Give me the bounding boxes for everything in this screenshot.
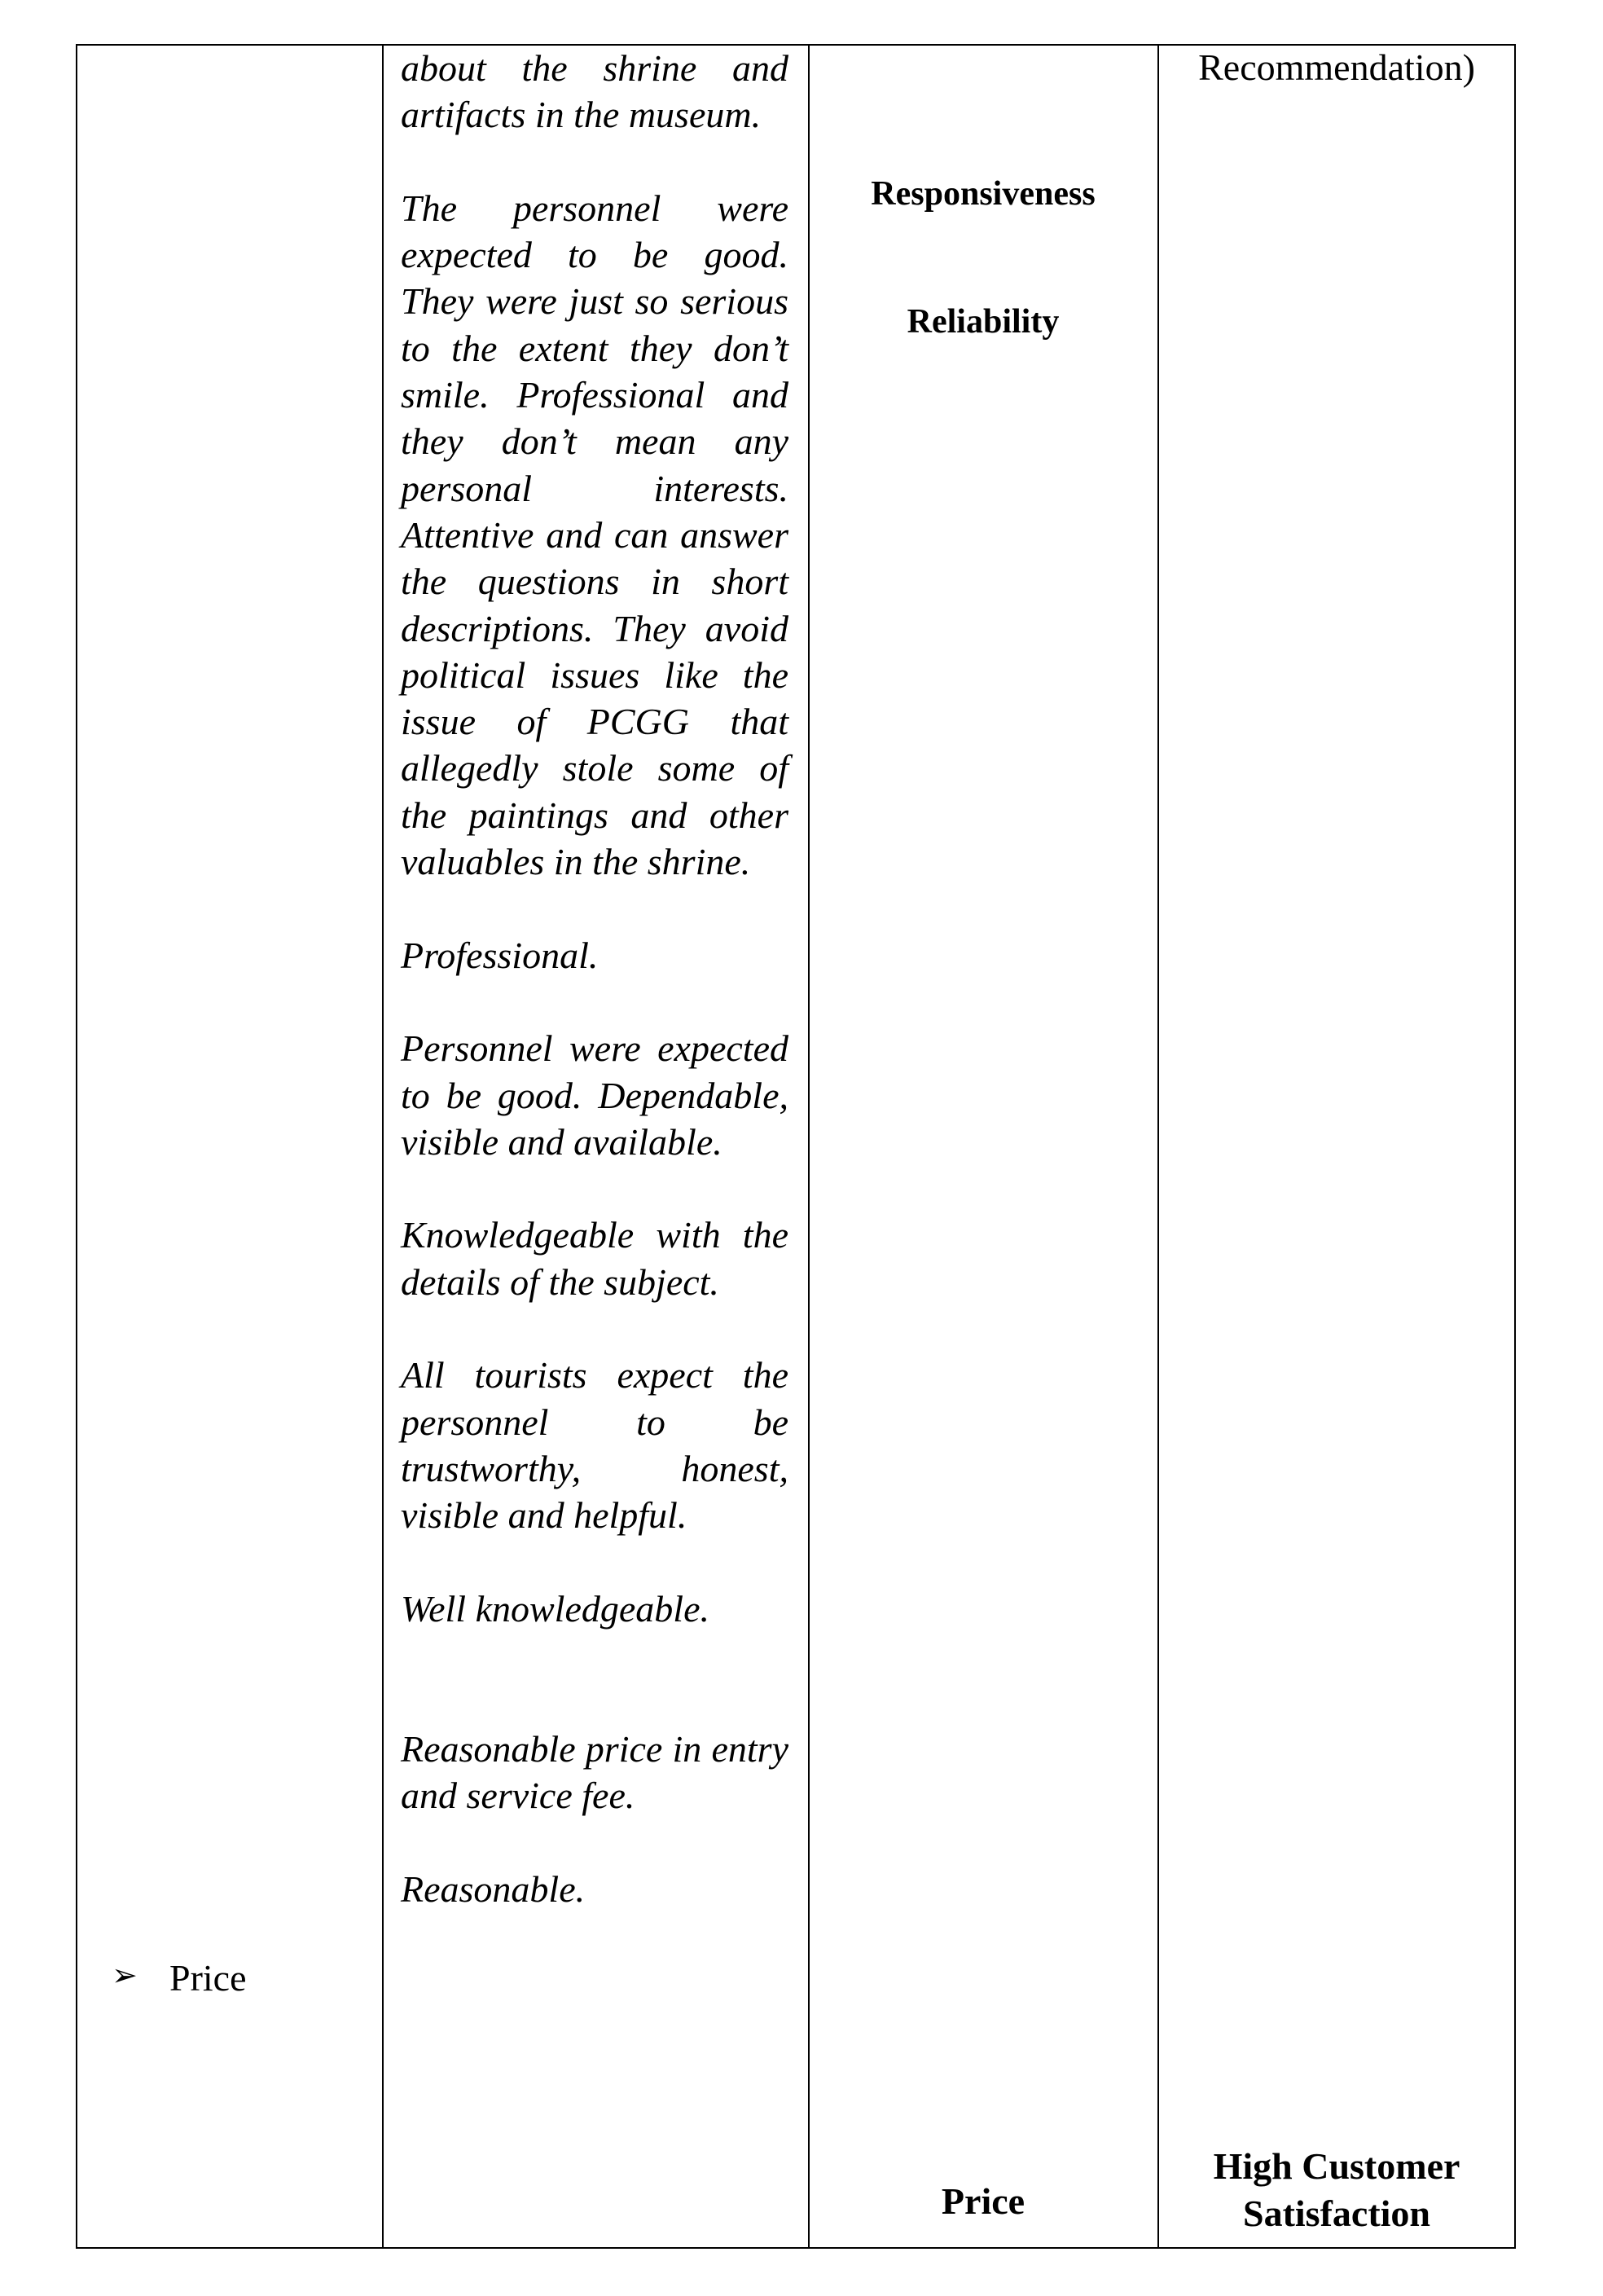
expectations-column bbox=[401, 45, 788, 1959]
price-item: Price bbox=[169, 1957, 247, 1999]
recommendation-text: Recommendation) bbox=[1198, 46, 1475, 88]
price-label: Price bbox=[941, 2180, 1025, 2222]
column-divider bbox=[1157, 44, 1159, 2249]
paragraph: Reasonable. bbox=[401, 1867, 586, 1910]
arrow-bullet-icon: ➢ bbox=[112, 1959, 138, 1993]
column-divider bbox=[808, 44, 810, 2249]
paragraph: about the shrine and artifacts in the museum. bbox=[401, 47, 788, 136]
paragraph: Knowledgeable with the details of the subject. bbox=[401, 1214, 788, 1303]
high-customer-label: High Customer bbox=[1213, 2145, 1460, 2187]
satisfaction-label: Satisfaction bbox=[1243, 2193, 1430, 2234]
paragraph: All tourists expect the personnel to be trustworthy, honest, visible and helpful. bbox=[401, 1354, 788, 1537]
responsiveness-label: Responsiveness bbox=[871, 175, 1096, 213]
paragraph: Reasonable price in entry and service fee. bbox=[401, 1727, 788, 1816]
paragraph: Personnel were expected to be good. Dependable, visible and available. bbox=[401, 1027, 788, 1163]
column-divider bbox=[382, 44, 384, 2249]
paragraph: Professional. bbox=[401, 934, 599, 976]
paragraph: Well knowledgeable. bbox=[401, 1587, 709, 1630]
reliability-label: Reliability bbox=[907, 303, 1060, 341]
paragraph: The personnel were expected to be good. They were just so serious to the extent they don’t smile. Professional and they don’t mean any personal interests. Attentive and can answer the questions in short descriptions. They avoid political issues like the issue of PCGG that allegedly stole some of the paintings and other valuables in the shrine. bbox=[401, 187, 788, 883]
table-border bbox=[76, 44, 1516, 2249]
